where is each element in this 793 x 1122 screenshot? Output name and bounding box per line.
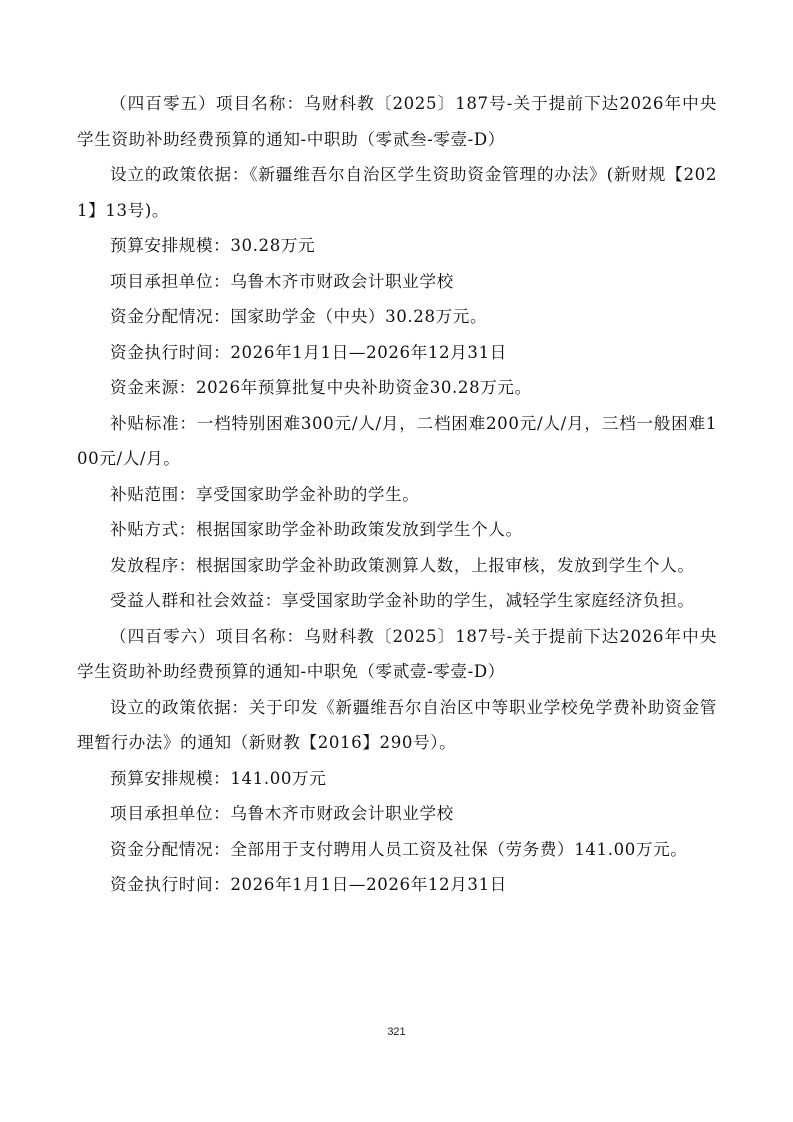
project-405-subsidy-method: 补贴方式：根据国家助学金补助政策发放到学生个人。 [110,520,523,539]
project-406-responsible-unit: 项目承担单位：乌鲁木齐市财政会计职业学校 [110,804,454,823]
project-406-execution-period: 资金执行时间：2026年1月1日—2026年12月31日 [110,875,507,894]
project-405-beneficiaries: 受益人群和社会效益：享受国家助学金补助的学生，减轻学生家庭经济负担。 [110,591,695,610]
project-405-fund-source: 资金来源：2026年预算批复中央补助资金30.28万元。 [110,378,532,397]
project-406-policy-basis: 设立的政策依据：关于印发《新疆维吾尔自治区中等职业学校免学费补助资金管理暂行办法》的通知（新财教【2016】290号）。 [77,697,717,752]
project-405-budget-scale: 预算安排规模：30.28万元 [110,236,316,255]
document-body [77,86,717,903]
project-405-title: （四百零五）项目名称：乌财科教〔2025〕187号-关于提前下达2026年中央学生资助补助经费预算的通知-中职助（零贰叁-零壹-D） [77,94,717,149]
project-405-fund-allocation: 资金分配情况：国家助学金（中央）30.28万元。 [110,307,488,326]
project-405-distribution-procedure: 发放程序：根据国家助学金补助政策测算人数，上报审核，发放到学生个人。 [110,555,695,575]
project-405-policy-basis: 设立的政策依据：《新疆维吾尔自治区学生资助资金管理的办法》(新财规【2021】13号)。 [77,165,717,220]
project-405-execution-period: 资金执行时间：2026年1月1日—2026年12月31日 [110,342,507,362]
project-405-responsible-unit: 项目承担单位：乌鲁木齐市财政会计职业学校 [110,271,454,291]
project-406-budget-scale: 预算安排规模：141.00万元 [110,768,327,788]
project-406-fund-allocation: 资金分配情况：全部用于支付聘用人员工资及社保（劳务费）141.00万元。 [110,839,688,859]
page-number: 321 [387,1026,406,1038]
project-405-subsidy-scope: 补贴范围：享受国家助学金补助的学生。 [110,484,420,504]
project-405-subsidy-standard: 补贴标准：一档特别困难300元/人/月，二档困难200元/人/月，三档一般困难100元/人/月。 [77,413,717,468]
project-406-title: （四百零六）项目名称：乌财科教〔2025〕187号-关于提前下达2026年中央学生资助补助经费预算的通知-中职免（零贰壹-零壹-D） [77,626,717,681]
